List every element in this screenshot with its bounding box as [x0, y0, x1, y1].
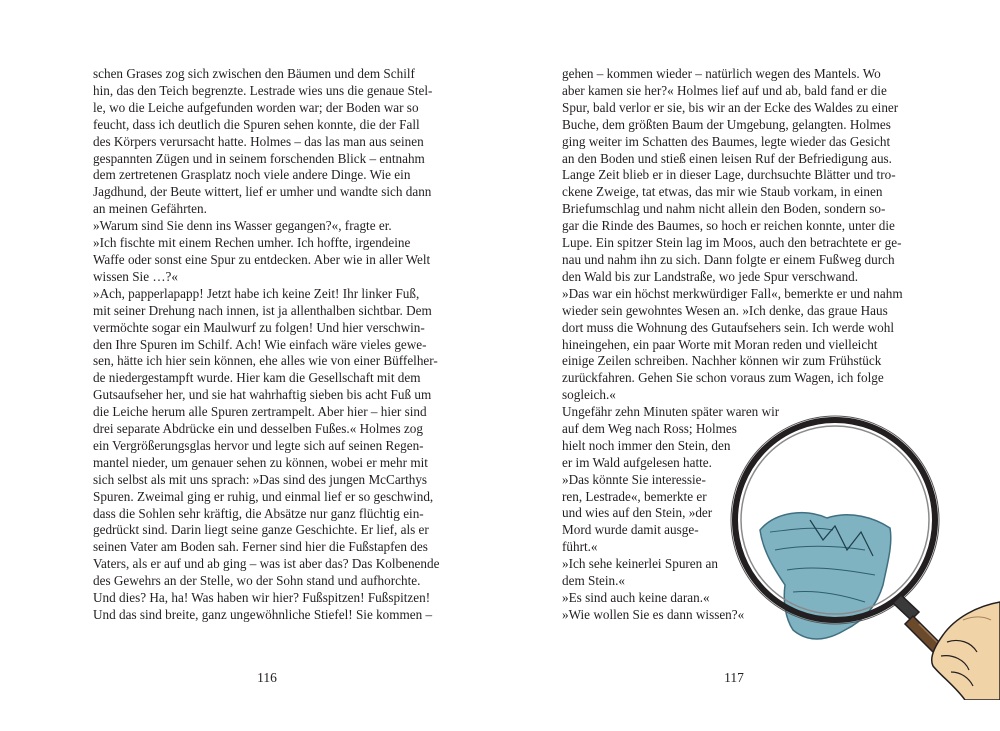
text-line: le, wo die Leiche aufgefunden worden war; der Boden war so: [93, 99, 419, 115]
text-line: wieder sein gewohntes Wesen an. »Ich denke, das graue Haus: [562, 302, 888, 318]
text-line: er im Wald aufgelesen hatte.: [562, 454, 712, 470]
text-line: Briefumschlag und nahm nicht allein den Boden, sondern so-: [562, 201, 886, 217]
text-line: sogleich.«: [562, 387, 616, 403]
text-line: führt.«: [562, 539, 598, 555]
text-line: zurückfahren. Gehen Sie schon voraus zum Wagen, ich folge: [562, 370, 884, 386]
text-line: hielt noch immer den Stein, den: [562, 437, 731, 453]
text-line: den Ihre Spuren im Schilf. Ach! Wie einfach wäre vieles gewe-: [93, 336, 427, 352]
text-line: Lange Zeit blieb er in dieser Lage, durchsuchte Blätter und tro-: [562, 167, 896, 183]
page-number-right: 117: [724, 670, 744, 685]
text-line: die Leiche herum alle Spuren zertrampelt. Aber hier – hier sind: [93, 404, 427, 420]
text-line: einige Zeilen schreiben. Nachher können wir zum Frühstück: [562, 353, 882, 369]
text-line: mit seiner Drehung nach innen, ist ja allenthalben sichtbar. Dem: [93, 302, 432, 318]
text-line: de niedergestampft wurde. Hier kam die Gesellschaft mit dem: [93, 370, 421, 386]
text-line: hin, das den Teich begrenzte. Lestrade wies uns die genaue Stel-: [93, 82, 433, 98]
text-line: aber kamen sie her?« Holmes lief auf und ab, bald fand er die: [562, 82, 887, 98]
text-line: gehen – kommen wieder – natürlich wegen des Mantels. Wo: [562, 66, 881, 81]
text-line: Spuren. Zweimal ging er ruhig, und einmal lief er so geschwind,: [93, 488, 434, 504]
text-line: dem zertretenen Grasplatz noch viele andere Dinge. Wie ein: [93, 167, 411, 183]
text-line: ging weiter im Schatten des Baumes, legte wieder das Gesicht: [562, 133, 891, 149]
left-page-body-text: [93, 66, 441, 624]
text-line: »Ach, papperlapapp! Jetzt habe ich keine Zeit! Ihr linker Fuß,: [93, 285, 420, 301]
text-line: an den Boden und stieß einen leisen Ruf der Befriedigung aus.: [562, 150, 892, 166]
text-line: Und das sind breite, ganz ungewöhnliche Stiefel! Sie kommen –: [93, 607, 433, 622]
text-line: ren, Lestrade«, bemerkte er: [562, 488, 707, 504]
text-line: »Das könnte Sie interessie-: [562, 471, 706, 487]
text-line: sen, hätte ich hier sein können, ehe alles wie von einer Büffelher-: [93, 353, 438, 369]
text-line: gedrückt sind. Darin liegt seine ganze Geschichte. Er lief, als er: [93, 522, 429, 538]
text-line: feucht, dass ich deutlich die Spuren sehen konnte, die der Fall: [93, 116, 420, 132]
magnifying-glass-with-stone-icon: [715, 380, 1000, 700]
text-line: des Körpers verursacht hatte. Holmes – das las man aus seinen: [93, 133, 424, 149]
text-line: mantel nieder, um genauer sehen zu können, wobei er mehr mit: [93, 454, 428, 470]
text-line: hineingehen, ein paar Worte mit Moran reden und vielleicht: [562, 336, 878, 352]
text-line: gar die Rinde des Baumes, so hoch er reichen konnte, unter die: [562, 218, 895, 234]
text-line: dort muss die Wohnung des Gutaufsehers sein. Ich werde wohl: [562, 319, 894, 335]
text-line: den Wald bis zur Landstraße, wo jede Spur verschwand.: [562, 268, 859, 284]
text-line: Lupe. Ein spitzer Stein lag im Moos, auch den betrachtete er ge-: [562, 235, 902, 251]
text-line: nau und nahm ihn zu sich. Dann folgte er einem Fußweg durch: [562, 251, 895, 267]
text-line: Jagdhund, der Beute wittert, lief er umher und wandte sich dann: [93, 184, 432, 200]
text-line: »Es sind auch keine daran.«: [562, 589, 710, 605]
text-line: Buche, dem größten Baum der Umgebung, gelangten. Holmes: [562, 116, 891, 132]
text-line: »Das war ein höchst merkwürdiger Fall«, bemerkte er und nahm: [562, 285, 903, 301]
right-page-body-text: [562, 66, 909, 404]
text-line: »Ich sehe keinerlei Spuren an: [562, 556, 718, 572]
text-line: Vaters, als er auf und ab ging – was ist aber das? Das Kolbenende: [93, 556, 440, 572]
text-line: Mord wurde damit ausge-: [562, 522, 699, 538]
text-line: an meinen Gefährten.: [93, 201, 207, 217]
text-line: gespannten Zügen und in seinem forschenden Blick – entnahm: [93, 150, 425, 166]
text-line: vermöchte sogar ein Maulwurf zu folgen! Und hier verschwin-: [93, 319, 425, 335]
text-line: Waffe oder sonst eine Spur zu entdecken. Aber wie in aller Welt: [93, 251, 431, 267]
text-line: Gutsaufseher her, und sie hat wahrhaftig sieben bis acht Fuß um: [93, 387, 432, 403]
text-line: ckene Zweige, tat etwas, das mir wie Staub vorkam, in einen: [562, 184, 883, 200]
text-line: seinen Vater am Boden sah. Ferner sind hier die Fußstapfen des: [93, 539, 428, 555]
page-number-left: 116: [257, 670, 277, 685]
text-line: »Warum sind Sie denn ins Wasser gegangen?«, fragte er.: [93, 218, 392, 234]
text-line: Ungefähr zehn Minuten später waren wir: [562, 404, 780, 419]
text-line: Spur, bald verlor er sie, bis wir an der Ecke des Waldes zu einer: [562, 99, 899, 115]
text-line: dass die Sohlen sehr kräftig, die Absätze nur ganz flüchtig ein-: [93, 505, 424, 521]
text-line: schen Grases zog sich zwischen den Bäumen und dem Schilf: [93, 66, 415, 81]
text-line: Und dies? Ha, ha! Was haben wir hier? Fußspitzen! Fußspitzen!: [93, 590, 431, 606]
hand-drawing: [932, 602, 1000, 700]
text-line: des Gewehrs an der Stelle, wo der Sohn stand und aufhorchte.: [93, 573, 421, 589]
text-line: ein Vergrößerungsglas hervor und legte sich auf seinen Regen-: [93, 437, 424, 453]
text-line: »Ich fischte mit einem Rechen umher. Ich hoffte, irgendeine: [93, 235, 411, 251]
text-line: drei separate Abdrücke ein und desselben Fußes.« Holmes zog: [93, 421, 423, 437]
text-line: sich selbst als mit uns sprach: »Das sind des jungen McCarthys: [93, 471, 428, 487]
text-line: »Wie wollen Sie es dann wissen?«: [562, 606, 745, 622]
text-line: dem Stein.«: [562, 573, 626, 589]
text-line: auf dem Weg nach Ross; Holmes: [562, 420, 737, 436]
text-line: und wies auf den Stein, »der: [562, 505, 713, 521]
text-line: wissen Sie …?«: [93, 268, 178, 284]
